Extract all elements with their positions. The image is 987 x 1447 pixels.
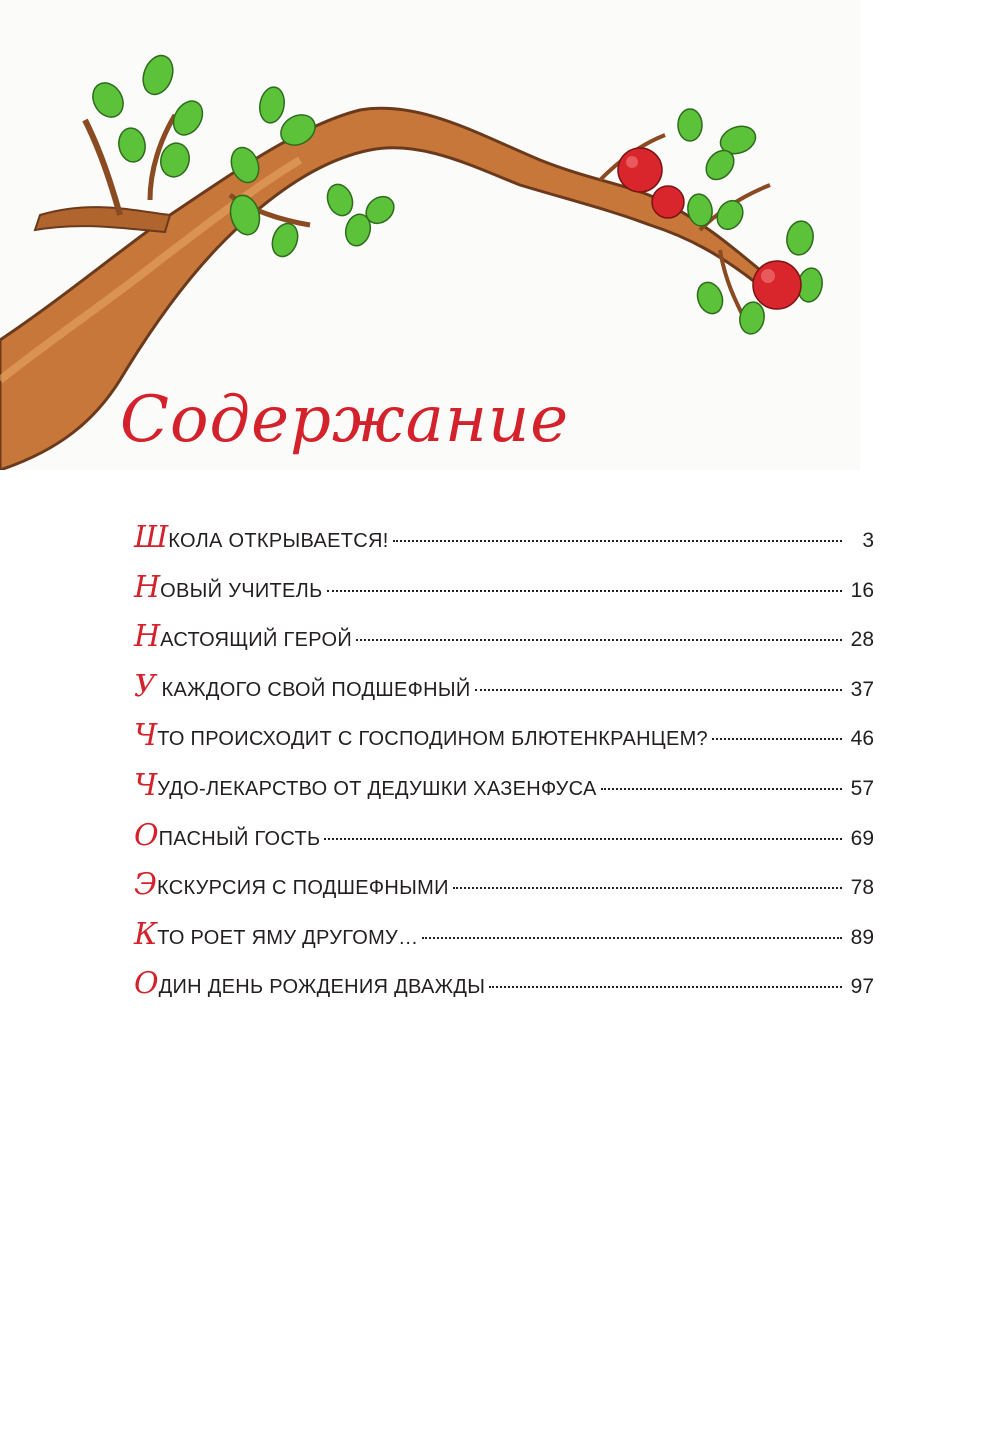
toc-entry-title	[134, 766, 597, 809]
dot-leader	[327, 590, 842, 592]
dot-leader	[422, 937, 842, 939]
toc-initial: Н	[134, 619, 161, 655]
toc-initial: К	[134, 916, 158, 952]
toc-initial: Э	[134, 867, 157, 903]
table-of-contents	[134, 518, 874, 1014]
toc-page-number: 89	[850, 925, 874, 949]
toc-entry[interactable]	[134, 716, 874, 766]
toc-entry-title	[134, 568, 323, 611]
toc-entry[interactable]	[134, 865, 874, 915]
toc-text: КСКУРСИЯ С ПОДШЕФНЫМИ	[156, 877, 449, 900]
toc-page-number: 97	[850, 975, 874, 999]
toc-entry-title	[134, 915, 418, 958]
toc-entry[interactable]	[134, 518, 874, 568]
toc-initial: Ч	[134, 718, 158, 754]
toc-entry-title	[134, 518, 389, 561]
dot-leader	[453, 887, 842, 889]
toc-entry[interactable]	[134, 667, 874, 717]
dot-leader	[356, 639, 842, 641]
toc-text: КАЖДОГО СВОЙ ПОДШЕФНЫЙ	[155, 678, 471, 701]
toc-page-number: 69	[850, 826, 874, 850]
toc-initial: О	[134, 966, 159, 1002]
page-title: Содержание	[120, 383, 570, 457]
toc-text: КОЛА ОТКРЫВАЕТСЯ!	[168, 530, 389, 552]
toc-entry[interactable]	[134, 816, 874, 866]
toc-text: АСТОЯЩИЙ ГЕРОЙ	[160, 629, 352, 652]
toc-page-number: 37	[850, 677, 874, 701]
toc-initial: Ч	[134, 767, 158, 803]
toc-entry[interactable]	[134, 617, 874, 667]
toc-entry[interactable]	[134, 915, 874, 965]
toc-initial: Н	[134, 569, 161, 605]
toc-text: УДО-ЛЕКАРСТВО ОТ ДЕДУШКИ ХАЗЕНФУСА	[157, 777, 597, 800]
toc-text: ОВЫЙ УЧИТЕЛЬ	[160, 579, 323, 602]
toc-page-number: 46	[850, 727, 874, 751]
toc-page-number: 3	[862, 529, 874, 552]
toc-page-number: 78	[850, 876, 874, 900]
dot-leader	[324, 838, 842, 840]
toc-text: ТО ПРОИСХОДИТ С ГОСПОДИНОМ БЛЮТЕНКРАНЦЕМ?	[157, 728, 708, 751]
dot-leader	[712, 738, 842, 740]
toc-entry-title	[134, 667, 471, 710]
toc-text: ПАСНЫЙ ГОСТЬ	[158, 827, 321, 850]
toc-entry[interactable]	[134, 568, 874, 618]
toc-entry[interactable]	[134, 766, 874, 816]
toc-page-number: 28	[850, 628, 874, 652]
toc-entry-title	[134, 964, 485, 1007]
toc-entry-title	[134, 617, 352, 660]
toc-page-number: 57	[850, 776, 874, 800]
dot-leader	[489, 986, 842, 988]
toc-text: ДИН ДЕНЬ РОЖДЕНИЯ ДВАЖДЫ	[158, 976, 486, 999]
toc-initial: У	[134, 668, 156, 704]
dot-leader	[393, 540, 842, 542]
toc-initial: Ш	[134, 520, 169, 555]
toc-entry[interactable]	[134, 964, 874, 1014]
dot-leader	[601, 788, 842, 790]
toc-entry-title	[134, 865, 449, 908]
toc-text: ТО РОЕТ ЯМУ ДРУГОМУ…	[157, 926, 419, 949]
toc-entry-title	[134, 816, 320, 859]
toc-entry-title	[134, 716, 708, 759]
toc-initial: О	[134, 817, 159, 853]
dot-leader	[475, 689, 842, 691]
toc-page-number: 16	[850, 578, 874, 602]
